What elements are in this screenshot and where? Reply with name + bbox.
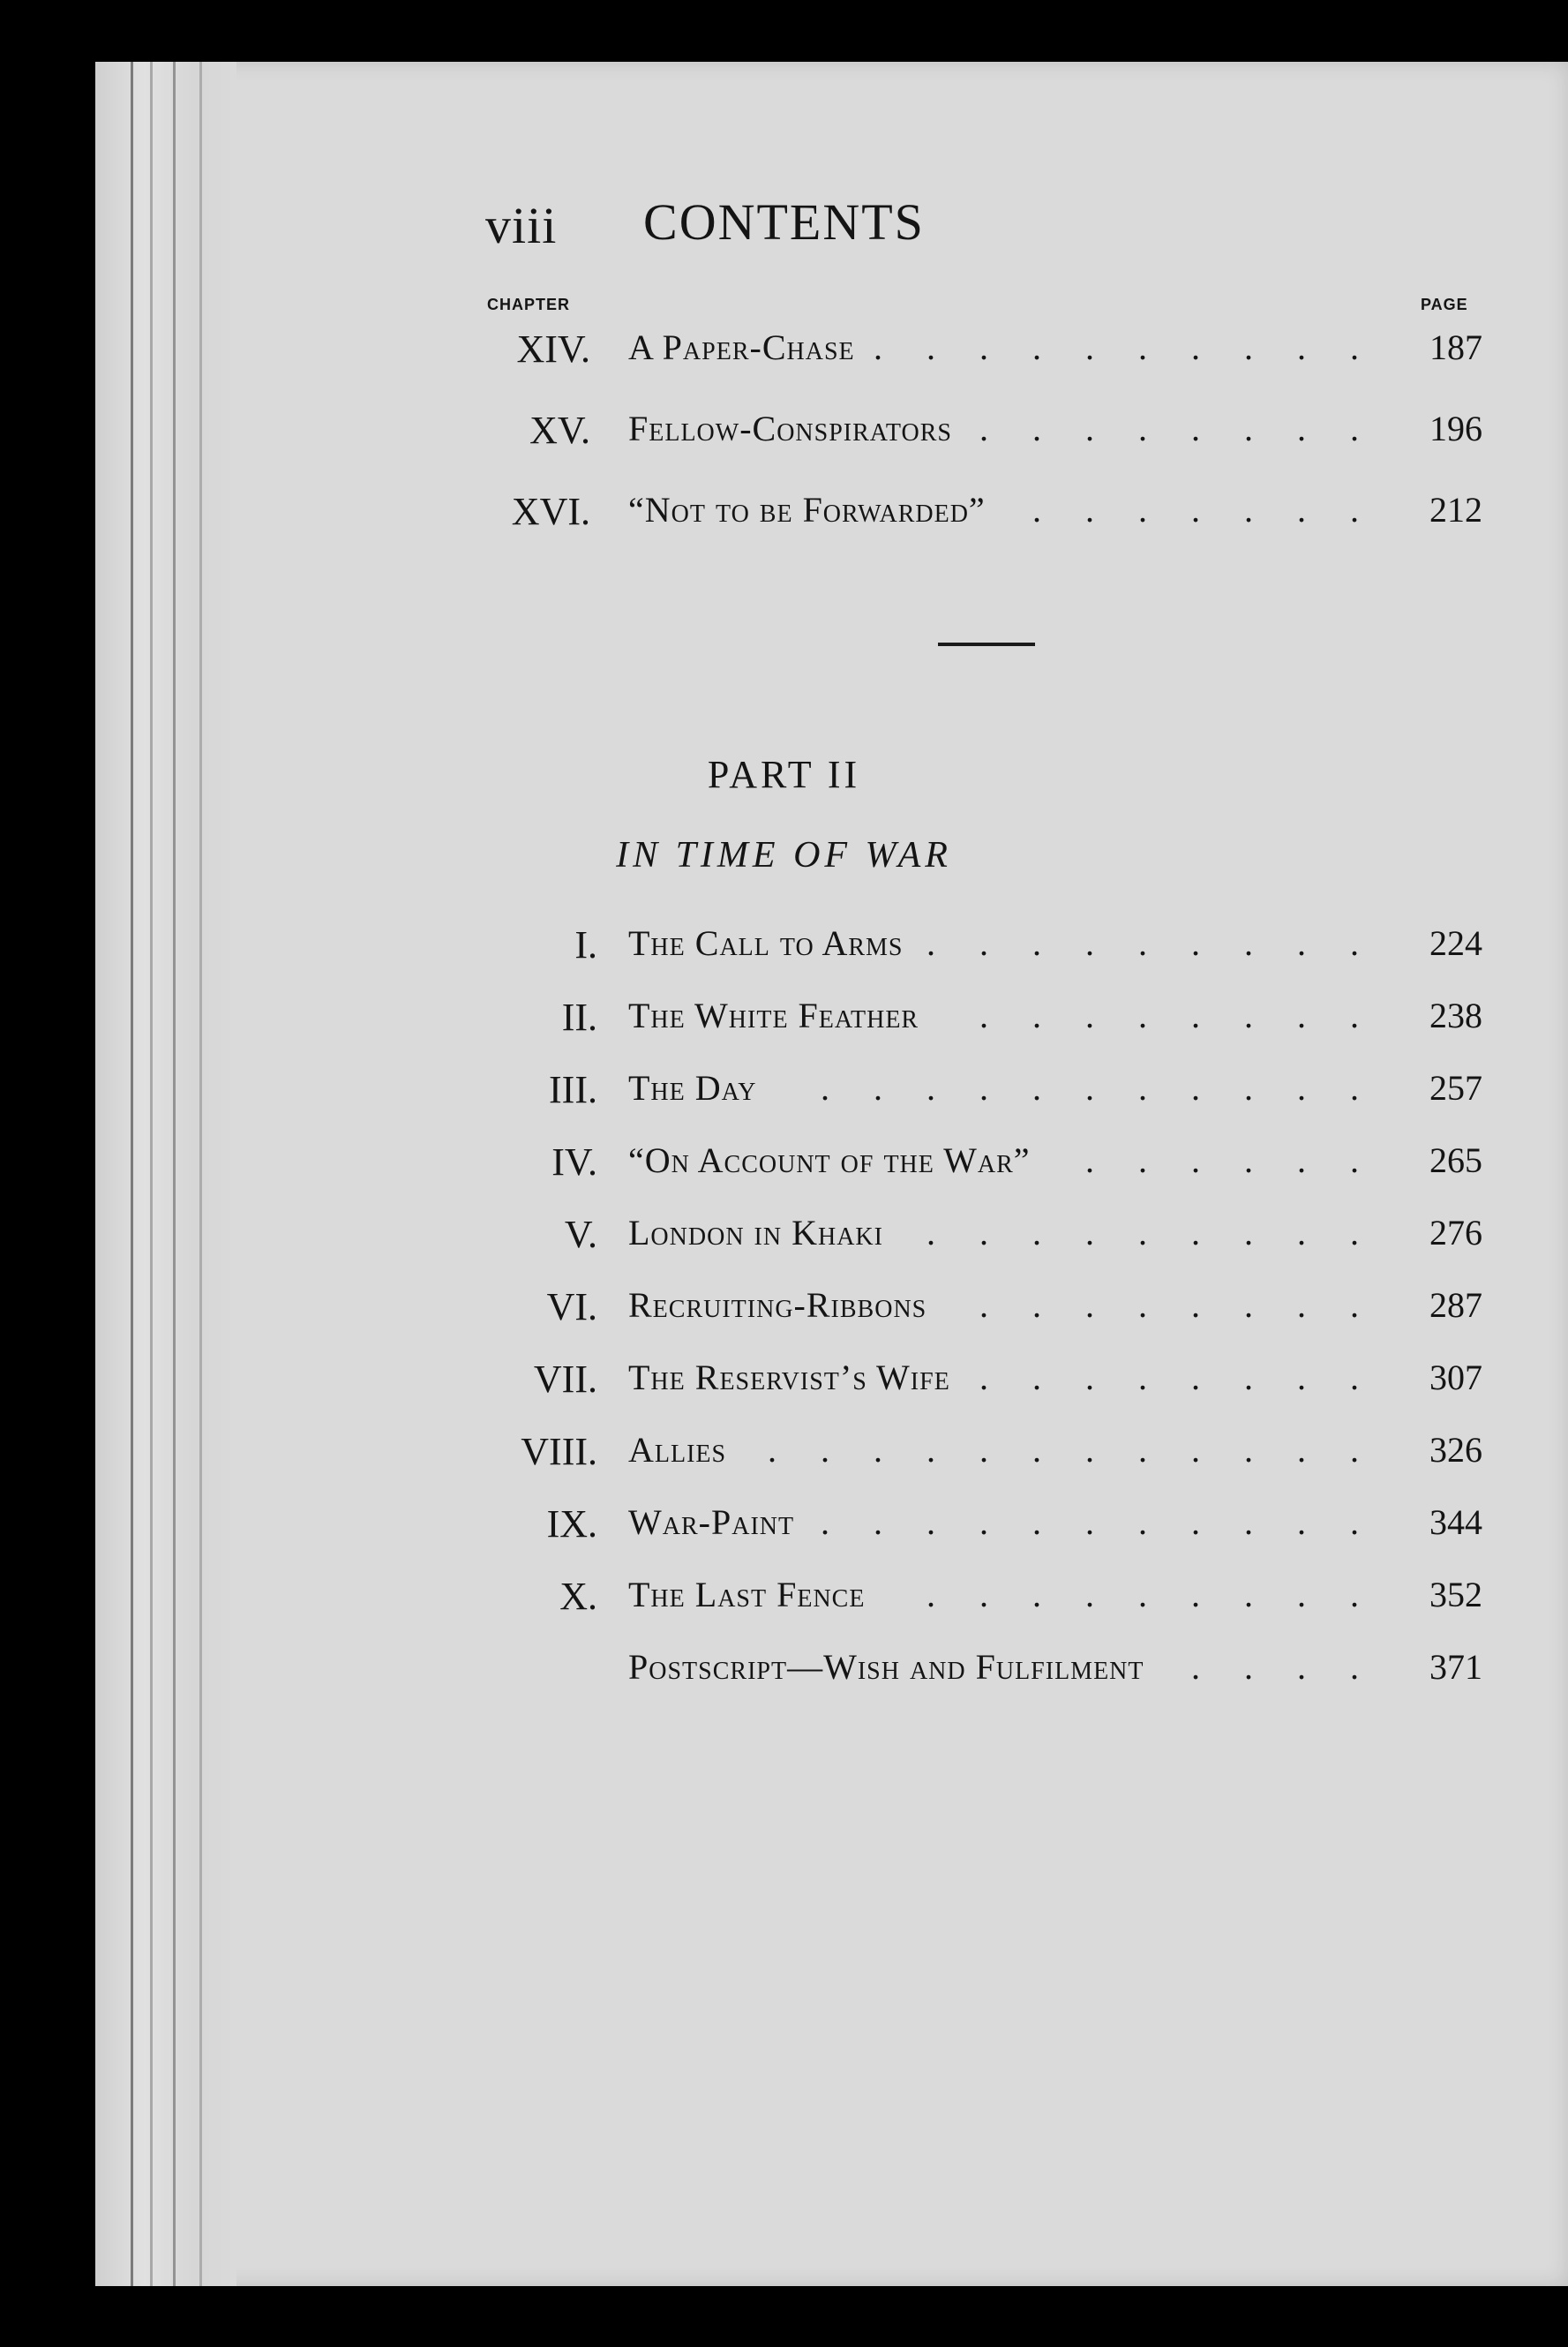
page-reference: 257	[1429, 1068, 1482, 1108]
toc-entry	[0, 1646, 1568, 1708]
toc-entry	[0, 327, 1568, 388]
chapter-number: XIV.	[516, 327, 590, 371]
dot-leader: ............	[768, 1430, 1403, 1470]
chapter-number: I.	[574, 923, 597, 967]
dot-leader: ........	[979, 409, 1403, 448]
dot-leader: ...........	[821, 1068, 1403, 1108]
toc-entry	[0, 1357, 1568, 1418]
page-reference: 196	[1429, 409, 1482, 448]
page-reference: 224	[1429, 923, 1482, 963]
dot-leader: ........	[979, 996, 1403, 1035]
chapter-title: London in Khaki	[628, 1213, 883, 1252]
toc-entry	[0, 995, 1568, 1057]
chapter-title: Fellow-Conspirators	[628, 409, 952, 448]
chapter-number: V.	[564, 1213, 597, 1256]
dot-leader: ......	[1085, 1140, 1403, 1180]
page-reference: 352	[1429, 1575, 1482, 1614]
toc-entry	[0, 408, 1568, 470]
chapter-number: IX.	[546, 1502, 597, 1546]
toc-entry	[0, 922, 1568, 984]
dot-leader: ........	[979, 1285, 1403, 1325]
chapter-number: XVI.	[511, 490, 590, 533]
page-reference: 326	[1429, 1430, 1482, 1470]
chapter-number: VIII.	[521, 1430, 597, 1473]
chapter-title: The White Feather	[628, 996, 919, 1035]
chapter-title: “Not to be Forwarded”	[628, 490, 986, 530]
dot-leader: .........	[927, 1575, 1403, 1614]
chapter-title: Recruiting-Ribbons	[628, 1285, 927, 1325]
toc-entry	[0, 1574, 1568, 1636]
page-reference: 307	[1429, 1358, 1482, 1397]
chapter-title: A Paper-Chase	[628, 327, 855, 367]
page-reference: 238	[1429, 996, 1482, 1035]
dot-leader: ...........	[821, 1502, 1403, 1542]
toc-entry	[0, 489, 1568, 551]
part-subtitle: IN TIME OF WAR	[616, 835, 952, 876]
chapter-number: IV.	[551, 1140, 597, 1184]
toc-entry	[0, 1284, 1568, 1346]
toc-entry	[0, 1140, 1568, 1201]
toc-entry	[0, 1212, 1568, 1274]
page-reference: 371	[1429, 1647, 1482, 1687]
chapter-title: The Last Fence	[628, 1575, 866, 1614]
dot-leader: .........	[927, 923, 1403, 963]
chapter-title: The Reservist’s Wife	[628, 1358, 950, 1397]
chapter-title: Allies	[628, 1430, 727, 1470]
dot-leader: ....	[1191, 1647, 1403, 1687]
dot-leader: ........	[979, 1358, 1403, 1397]
dot-leader: .......	[1032, 490, 1403, 530]
chapter-title: War-Paint	[628, 1502, 795, 1542]
toc-entry	[0, 1501, 1568, 1563]
toc-entry	[0, 1067, 1568, 1129]
chapter-number: VII.	[533, 1358, 597, 1401]
chapter-number: X.	[559, 1575, 597, 1618]
page-column-label: PAGE	[1421, 296, 1468, 313]
toc-entry	[0, 1429, 1568, 1491]
chapter-column-label: CHAPTER	[487, 296, 571, 313]
page-reference: 276	[1429, 1213, 1482, 1252]
chapter-title: The Call to Arms	[628, 923, 904, 963]
chapter-number: VI.	[546, 1285, 597, 1328]
part-heading: PART II	[707, 753, 861, 796]
page-reference: 187	[1429, 327, 1482, 367]
dot-leader: ..........	[874, 327, 1403, 367]
chapter-title: The Day	[628, 1068, 757, 1108]
chapter-number: XV.	[529, 409, 590, 452]
page-reference: 212	[1429, 490, 1482, 530]
page-number: viii	[485, 197, 558, 254]
chapter-number: II.	[561, 996, 597, 1039]
page-reference: 344	[1429, 1502, 1482, 1542]
chapter-number: III.	[549, 1068, 597, 1111]
page-reference: 265	[1429, 1140, 1482, 1180]
page-reference: 287	[1429, 1285, 1482, 1325]
chapter-title: “On Account of the War”	[628, 1140, 1031, 1180]
dot-leader: .........	[927, 1213, 1403, 1252]
chapter-title: Postscript—Wish and Fulfilment	[628, 1647, 1144, 1687]
section-divider-rule	[938, 643, 1035, 646]
page-title: CONTENTS	[643, 193, 925, 251]
